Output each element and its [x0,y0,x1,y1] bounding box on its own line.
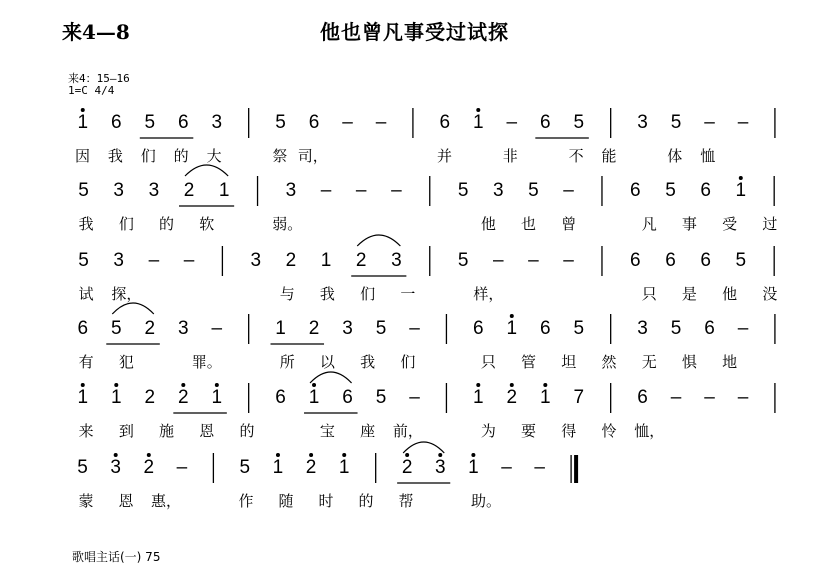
note: – [563,250,574,271]
note: 3 [637,112,648,133]
note: 2 [144,318,156,339]
lyric-syllable: 也 [521,215,537,233]
note: 6 [630,250,641,271]
lyric-syllable: 怜 [601,422,617,440]
lyric-syllable: 的 [239,422,255,440]
note: 2 [285,250,297,271]
note: – [528,250,539,271]
lyric-syllable: 们 [400,353,416,371]
slur [403,442,444,453]
octave-dot [309,453,313,457]
lyric-syllable: 的 [159,215,175,233]
lyric-syllable: 只 [641,285,657,303]
lyric-syllable: 宝 [319,422,335,440]
note: 5 [528,180,539,201]
octave-dot [510,383,514,387]
note: – [320,180,332,201]
slur [112,303,154,314]
note: 3 [178,318,189,339]
lyric-syllable: 我 [319,285,335,303]
lyric-syllable: 非 [502,147,518,165]
note: 1 [211,387,223,408]
note: 5 [670,112,682,133]
note: 3 [113,180,124,201]
note: 6 [308,112,320,133]
note: – [409,387,420,408]
lyric-syllable: 的 [358,492,374,510]
note: – [148,250,160,271]
note: 5 [670,318,682,339]
note: 3 [148,180,160,201]
note: 5 [239,457,251,478]
note: – [409,318,420,339]
note: 2 [308,318,320,339]
lyric-syllable: 弱。 [272,215,303,233]
slur [185,165,228,176]
note: 5 [457,180,469,201]
note: 5 [457,250,469,271]
note: – [176,457,188,478]
lyric-syllable: 地 [722,353,738,371]
octave-dot [510,314,514,318]
note: 5 [78,180,89,201]
note: – [737,112,749,133]
octave-dot [81,108,85,112]
lyric-syllable: 犯 [118,353,134,371]
note: 2 [355,250,367,271]
lyric-syllable: 我 [78,215,94,233]
lyric-syllable: 只 [480,353,496,371]
scripture-reference: 来4：15—16 [68,72,130,85]
note: 5 [735,250,747,271]
note: – [492,250,504,271]
lyric-syllable: 恩 [118,492,134,510]
lyric-syllable: 他 [722,285,738,303]
lyric-syllable: 帮 [398,492,414,510]
note: 1 [472,112,484,133]
lyric-syllable: 坦 [561,353,577,371]
lyric-syllable: 然 [601,353,617,371]
note: 5 [78,250,89,271]
note: 3 [637,318,648,339]
lyric-syllable: 祭 [272,147,288,165]
note: 1 [77,387,89,408]
lyric-syllable: 们 [118,215,134,233]
lyric-syllable: 与 [279,285,295,303]
note: – [704,112,715,133]
note: – [501,457,512,478]
note: 1 [272,457,284,478]
note: 1 [540,387,551,408]
lyric-syllable: 助。 [470,492,502,510]
lyric-syllable: 以 [319,353,335,371]
note: – [342,112,353,133]
note: 6 [472,318,484,339]
note: – [670,387,682,408]
lyric-syllable: 座 [360,422,376,440]
hymn-code: 来4—8 [62,20,130,44]
note: 3 [113,250,124,271]
note: – [704,387,715,408]
song-title: 他也曾凡事受过试探 [320,20,509,44]
lyric-syllable: 随 [278,492,294,510]
note: 3 [342,318,353,339]
lyric-syllable: 没 [762,285,778,303]
octave-dot [114,453,118,457]
lyric-syllable: 有 [78,353,94,371]
note: 2 [143,457,155,478]
lyric-syllable: 我 [360,353,376,371]
note: – [355,180,367,201]
key-time-signature: 1=C 4/4 [68,84,115,97]
note: 6 [630,180,641,201]
note: 5 [573,318,585,339]
lyric-syllable: 无 [641,353,657,371]
note: 5 [573,112,585,133]
lyric-syllable: 软 [199,215,215,233]
note: 3 [211,112,223,133]
lyric-syllable: 他 [480,215,496,233]
note: 3 [434,457,446,478]
note: 1 [218,180,230,201]
octave-dot [181,383,185,387]
note: – [506,112,518,133]
note: 1 [338,457,350,478]
octave-dot [543,383,547,387]
lyric-syllable: 试 [78,285,94,303]
lyric-syllable: 我 [107,147,123,165]
lyric-syllable: 施 [159,422,175,440]
octave-dot [476,383,480,387]
note: 6 [704,318,715,339]
lyric-syllable: 得 [561,422,577,440]
lyric-syllable: 因 [74,147,90,165]
lyric-syllable: 样， [473,285,504,303]
lyric-syllable: 时 [318,492,334,510]
lyric-syllable: 前， [392,422,423,440]
lyric-syllable: 恤 [700,147,716,165]
lyric-syllable: 到 [118,422,134,440]
octave-dot [215,383,219,387]
lyric-syllable: 受 [722,215,738,233]
note: 5 [110,318,122,339]
lyric-syllable: 过 [762,215,778,233]
note: 5 [665,180,676,201]
note: 1 [110,387,122,408]
lyric-syllable: 作 [238,492,254,510]
note: 1 [77,112,89,133]
lyric-syllable: 体 [667,147,683,165]
note: 6 [77,318,89,339]
lyric-syllable: 为 [480,422,496,440]
note: – [563,180,574,201]
note: 1 [275,318,286,339]
note: 1 [472,387,484,408]
note: 6 [178,112,189,133]
note: 6 [637,387,648,408]
note: 3 [285,180,297,201]
note: – [375,112,387,133]
lyric-syllable: 能 [601,147,617,165]
note: 6 [700,180,711,201]
lyric-syllable: 事 [681,215,697,233]
lyric-syllable: 所 [279,353,295,371]
note: 6 [700,250,711,271]
lyric-syllable: 凡 [641,215,657,233]
note: 2 [401,457,413,478]
note: 2 [305,457,317,478]
lyric-syllable: 罪。 [191,353,222,371]
slur [310,372,352,383]
note: 2 [178,387,189,408]
note: 7 [573,387,585,408]
note: 1 [735,180,747,201]
lyric-syllable: 一 [400,285,416,303]
note: 3 [391,250,402,271]
lyric-syllable: 探， [111,285,142,303]
octave-dot [276,453,280,457]
lyric-syllable: 曾 [561,215,577,233]
octave-dot [476,108,480,112]
note: – [211,318,223,339]
lyric-syllable: 们 [140,147,156,165]
note: 2 [144,387,156,408]
octave-dot [114,383,118,387]
note: 5 [144,112,156,133]
note: 5 [375,318,387,339]
lyric-syllable: 蒙 [78,492,94,510]
octave-dot [342,453,346,457]
note: 3 [492,180,504,201]
lyric-syllable: 来 [78,422,94,440]
note: 6 [110,112,122,133]
lyric-syllable: 惧 [681,353,697,371]
note: 6 [275,387,286,408]
lyric-syllable: 要 [521,422,537,440]
octave-dot [438,453,442,457]
note: – [534,457,545,478]
note: 2 [183,180,195,201]
note: – [737,387,749,408]
octave-dot [739,176,743,180]
note: 6 [439,112,451,133]
lyric-syllable: 并 [436,147,452,165]
note: 5 [375,387,387,408]
note: – [391,180,402,201]
lyric-syllable: 管 [521,353,537,371]
octave-dot [405,453,409,457]
note: 1 [308,387,320,408]
octave-dot [312,383,316,387]
lyric-syllable: 惠， [150,492,182,510]
lyric-syllable: 不 [568,147,584,165]
note: 3 [250,250,262,271]
lyric-syllable: 恤， [634,422,665,440]
note: 1 [506,318,518,339]
note: – [737,318,749,339]
note: 6 [540,112,551,133]
note: 6 [342,387,353,408]
lyric-syllable: 们 [360,285,376,303]
note: 5 [275,112,286,133]
note: 5 [77,457,88,478]
note: – [183,250,195,271]
source-footer: 歌唱主话(一) 75 [72,550,161,564]
note: 6 [540,318,551,339]
lyric-syllable: 大 [206,147,222,165]
note: 3 [110,457,121,478]
octave-dot [81,383,85,387]
octave-dot [147,453,151,457]
note: 1 [468,457,479,478]
note: 6 [665,250,676,271]
lyric-syllable: 恩 [199,422,215,440]
note: 2 [506,387,518,408]
lyric-syllable: 司， [297,147,328,165]
lyric-syllable: 是 [681,285,697,303]
octave-dot [471,453,475,457]
slur [357,235,400,246]
lyric-syllable: 的 [173,147,189,165]
note: 1 [320,250,332,271]
